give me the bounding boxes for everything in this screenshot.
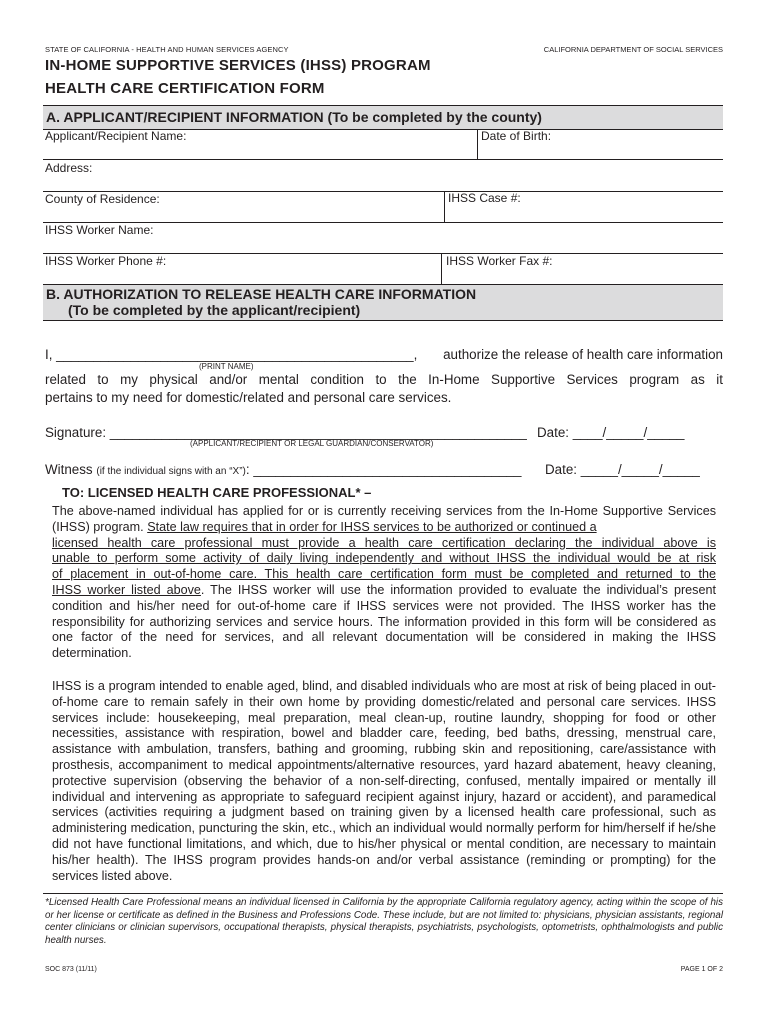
authorization-line-2: related to my physical and/or mental condition to the In-Home Supportive Services program as it (45, 372, 723, 387)
divider (43, 159, 723, 160)
underlined-requirement: State law requires that in order for IHSS services to be authorized or continued a (147, 519, 597, 534)
section-b-title: B. AUTHORIZATION TO RELEASE HEALTH CARE INFORMATION (46, 286, 477, 302)
authorization-text: authorize the release of health care information (443, 347, 723, 362)
divider (444, 191, 445, 222)
section-b-subtitle: (To be completed by the applicant/recipient) (68, 302, 361, 318)
page-number: PAGE 1 OF 2 (680, 966, 723, 973)
print-name-line[interactable]: I, ________________________________________________, (45, 347, 418, 362)
professional-paragraph-2: IHSS is a program intended to enable aged, blind, and disabled individuals who are most at risk of being placed in out-of-home care to remain safely in their own home by providing domestic/related and personal care services. IHSS services include: housekeeping, meal preparation, meal clean-up, routine laundry, shopping for food or other necessities, assistance with respiration, bowel and bladder care, feeding, bed baths, dressing, menstrual care, assistance with ambulation, transfers, bathing and grooming, rubbing skin and repositioning, care/assistance with prosthesis, accompaniment to medical appointments/alternative resources, yard hazard abatement, heavy cleaning, protective supervision (observing the behavior of a non-self-directing, confused, mentally impaired or mentally ill individual and intervening as appropriate to safeguard recipient against injury, hazard or accident), and paramedical services (activities requiring a judgment based on training given by a licensed health care professional, such as administering medication, puncturing the skin, etc., which an individual would normally perform for him/herself if he/she did not have functional limitations, and which, due to his/her physical or mental condition, are necessary to maintain his/her health). The IHSS program provides hands-on and/or verbal assistance (reminding or prompting) for the services listed above. (52, 679, 716, 883)
department-name: CALIFORNIA DEPARTMENT OF SOCIAL SERVICES (543, 45, 723, 54)
ihss-case-number-field[interactable]: IHSS Case #: (448, 191, 521, 205)
address-field[interactable]: Address: (45, 161, 93, 175)
underlined-requirement: licensed health care professional must provide a health care certification declaring the individual above is (52, 535, 716, 550)
ihss-worker-fax-field[interactable]: IHSS Worker Fax #: (446, 254, 553, 268)
form-subtitle: HEALTH CARE CERTIFICATION FORM (45, 80, 325, 97)
signature-caption: (APPLICANT/RECIPIENT OR LEGAL GUARDIAN/CONSERVATOR) (190, 439, 434, 448)
professional-heading: TO: LICENSED HEALTH CARE PROFESSIONAL* – (62, 485, 372, 500)
authorization-line-3: pertains to my need for domestic/related and personal care services. (45, 390, 452, 405)
witness-label: Witness (45, 462, 93, 477)
witness-field[interactable] (45, 462, 545, 480)
underlined-requirement: IHSS worker listed above (52, 582, 201, 597)
applicant-name-field[interactable]: Applicant/Recipient Name: (45, 129, 187, 143)
signature-field[interactable]: Signature: ________________________________________________________ (45, 425, 527, 440)
date-of-birth-field[interactable]: Date of Birth: (481, 129, 552, 143)
witness-line[interactable]: : ____________________________________ (245, 462, 522, 477)
agency-name: STATE OF CALIFORNIA - HEALTH AND HUMAN SERVICES AGENCY (45, 45, 289, 54)
print-name-caption: (PRINT NAME) (199, 362, 254, 371)
witness-note: (if the individual signs with an “X”) (96, 466, 246, 477)
footnote: *Licensed Health Care Professional means an individual licensed in California by the appropriate California regulatory agency, acting within the scope of his or her license or certificate as defined in the Business and Professions Code. These include, but are not limited to: physicians, physician assistants, regional center clinicians or clinician supervisors, occupational therapists, physical therapists, psychiatrists, psychologists, optometrists, ophthalmologists and public health nurses. (43, 893, 723, 947)
section-b-heading (43, 284, 723, 321)
signature-date-field[interactable]: Date: ____/_____/_____ (537, 425, 685, 440)
underlined-requirement: of placement in out-of-home care. This health care certification form must be completed and returned to the (52, 567, 716, 582)
paragraph-rest: . The IHSS worker will use the information provided to evaluate the individual’s present condition and his/her need for out-of-home care if IHSS services were not provided. The IHSS worker has the responsibility for authorizing services and service hours. The information provided in this form will be considered as one factor of the need for services, and all relevant documentation will be considered in making the IHSS determination. (52, 582, 716, 661)
underlined-requirement: unable to perform some activity of daily living independently and without IHSS the individual would be at risk (52, 551, 716, 566)
form-title: IN-HOME SUPPORTIVE SERVICES (IHSS) PROGRAM (45, 57, 431, 74)
ihss-worker-name-field[interactable]: IHSS Worker Name: (45, 223, 154, 237)
divider (477, 130, 478, 159)
authorization-line-1 (45, 347, 723, 363)
professional-paragraph-1 (52, 504, 716, 662)
form-number: SOC 873 (11/11) (45, 966, 97, 973)
county-of-residence-field[interactable]: County of Residence: (45, 192, 160, 206)
section-a-heading: A. APPLICANT/RECIPIENT INFORMATION (To be completed by the county) (43, 105, 723, 130)
witness-date-field[interactable]: Date: _____/_____/_____ (545, 462, 700, 477)
ihss-worker-phone-field[interactable]: IHSS Worker Phone #: (45, 254, 167, 268)
divider (441, 253, 442, 284)
paragraph-intro: The above-named individual has applied for or is currently receiving services from the In-Home Supportive Services (IHSS) program. (52, 504, 716, 534)
